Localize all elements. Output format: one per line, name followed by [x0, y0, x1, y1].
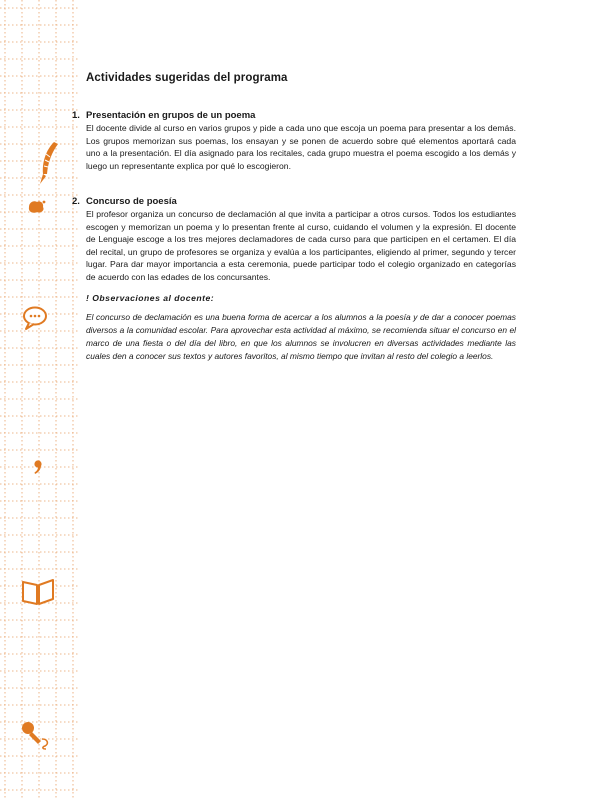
activity-2 [72, 196, 516, 363]
observations-heading: ! Observaciones al docente: [86, 292, 215, 303]
activity-number: 2. [72, 196, 80, 207]
microphone-icon [18, 720, 54, 750]
ink-blot-icon [26, 199, 46, 215]
margin-grid [0, 0, 78, 800]
activity-title: Presentación en grupos de un poema [86, 110, 256, 121]
activity-1 [72, 110, 516, 172]
activity-number: 1. [72, 110, 80, 121]
quill-pen-icon [34, 140, 64, 190]
open-book-icon [20, 577, 56, 607]
comma-icon [32, 459, 44, 475]
speech-bubble-icon [22, 305, 50, 331]
activity-title: Concurso de poesía [86, 196, 177, 207]
page-title: Actividades sugeridas del programa [86, 72, 288, 84]
activity-body: El docente divide al curso en varios grupos y pide a cada uno que escoja un poema para presentar a los demás. Los grupos memorizan sus poemas, los ensayan y se ponen de acuerdo sobre qué elementos aportará cada uno a la presentación. El día asignado para los recitales, cada grupo muestra el poema escogido a los demás y luego un representante explica por qué lo escogieron. [86, 123, 516, 171]
observations-body: El concurso de declamación es una buena forma de acercar a los alumnos a la poesía y de dar a conocer poemas diversos a la comunidad escolar. Para aprovechar esta actividad al máximo, se recomienda situar el concurso en el marco de una fiesta o del día del libro, en que los alumnos se involucren en diversas actividades mediante las cuales den a conocer sus textos y autores favoritos, al mismo tiempo que invitan al resto del colegio a leerlos. [86, 311, 516, 361]
decorative-margin-strip [0, 0, 78, 800]
activity-body: El profesor organiza un concurso de declamación al que invita a participar a otros cursos. Todos los estudiantes escogen y memorizan un poema y lo presentan frente al curso, cuidando el volumen y la expresión. El docente de Lenguaje escoge a los tres mejores declamadores de cada curso para que participen en el certamen. El día del recital, un grupo de profesores se organiza y evalúa a los participantes, eligiendo al primer, segundo y tercer lugar. Para dar mayor importancia a esta ceremonia, puede participar todo el colegio organizado en categorías de acuerdo con las edades de los concursantes. [86, 209, 516, 282]
